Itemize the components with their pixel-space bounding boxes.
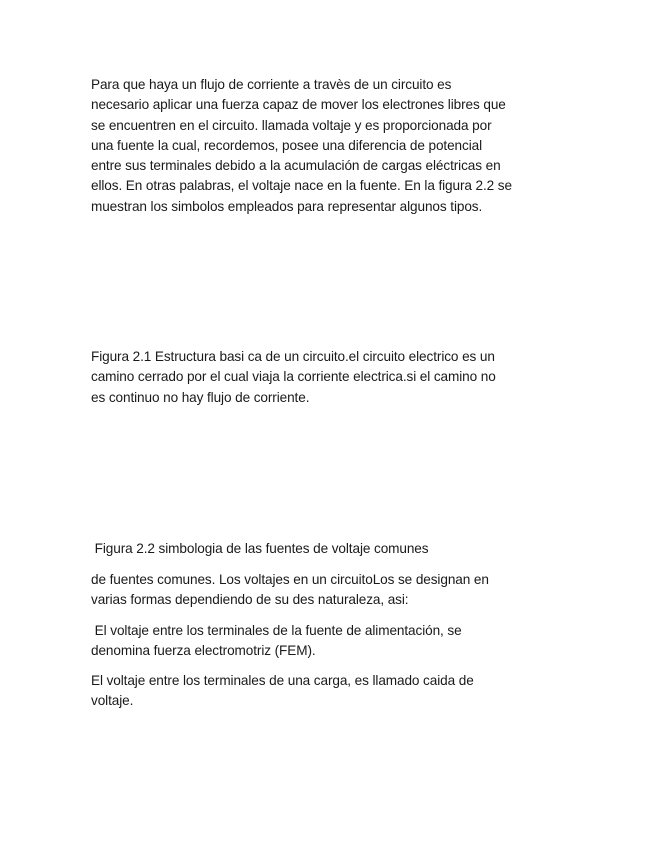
text-line: necesario aplicar una fuerza capaz de mover los electrones libres que bbox=[91, 97, 506, 113]
paragraph-voltage-designations bbox=[91, 570, 561, 611]
text-line: de fuentes comunes. Los voltajes en un circuitoLos se designan en bbox=[91, 572, 489, 587]
text-line: Figura 2.2 simbologia de las fuentes de voltaje comunes bbox=[91, 541, 429, 556]
text-line: denomina fuerza electromotriz (FEM). bbox=[91, 643, 316, 659]
text-line: muestran los simbolos empleados para representar algunos tipos. bbox=[91, 198, 483, 214]
figure-2-1-caption bbox=[91, 347, 561, 408]
text-line: se encuentren en el circuito. llamada voltaje y es proporcionada por bbox=[91, 117, 492, 133]
text-line: varias formas dependiendo de su des naturaleza, asi: bbox=[91, 592, 409, 608]
text-line: voltaje. bbox=[91, 693, 134, 709]
text-line: ellos. En otras palabras, el voltaje nace en la fuente. En la figura 2.2 se bbox=[91, 178, 512, 194]
paragraph-voltage-drop bbox=[91, 671, 561, 712]
text-line: Para que haya un flujo de corriente a travès de un circuito es bbox=[91, 77, 452, 92]
paragraph-fem bbox=[91, 621, 561, 662]
text-line: Figura 2.1 Estructura basi ca de un circuito.el circuito electrico es un bbox=[91, 349, 495, 364]
text-line: una fuente la cual, recordemos, posee una diferencia de potencial bbox=[91, 137, 483, 153]
text-line: es continuo no hay flujo de corriente. bbox=[91, 389, 310, 405]
text-line: camino cerrado por el cual viaja la corriente electrica.si el camino no bbox=[91, 369, 496, 385]
figure-2-2-caption bbox=[91, 539, 561, 559]
text-line: El voltaje entre los terminales de la fuente de alimentación, se bbox=[91, 623, 462, 638]
text-line: entre sus terminales debido a la acumulación de cargas eléctricas en bbox=[91, 158, 501, 174]
text-line: El voltaje entre los terminales de una carga, es llamado caida de bbox=[91, 673, 474, 688]
paragraph-intro bbox=[91, 75, 561, 217]
